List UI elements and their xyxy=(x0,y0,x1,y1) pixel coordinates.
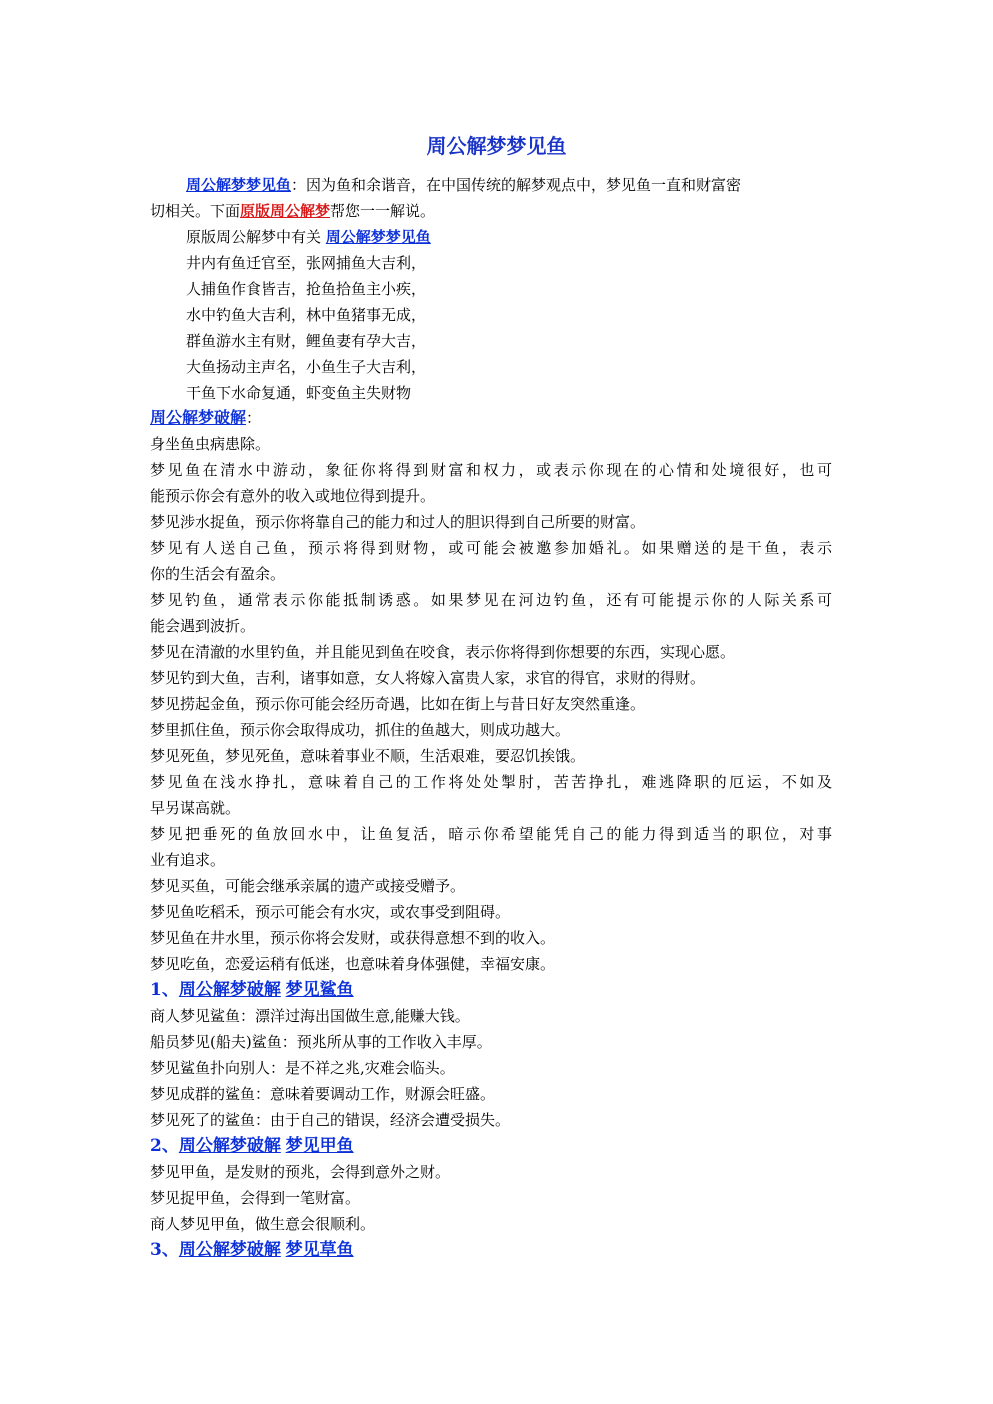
intro-link-zhougong-fish[interactable]: 周公解梦梦见鱼 xyxy=(186,176,292,194)
section2-line: 梦见甲鱼，是发财的预兆，会得到意外之财。 xyxy=(150,1163,451,1181)
intro-text-2: 切相关。下面 xyxy=(150,202,241,220)
body-line: 梦见有人送自己鱼，预示将得到财物，或可能会被邀参加婚礼。如果赠送的是干鱼，表示 xyxy=(150,539,832,557)
intro-line-1 xyxy=(186,174,741,196)
section1-line: 梦见成群的鲨鱼：意味着要调动工作，财源会旺盛。 xyxy=(150,1085,496,1103)
subsection-number: 2、 xyxy=(150,1136,179,1156)
body-line: 身坐鱼虫病患除。 xyxy=(150,435,271,453)
body-line: 早另谋高就。 xyxy=(150,799,241,817)
subsection-heading-2 xyxy=(150,1135,354,1157)
body-line: 梦见钓到大鱼，吉利，诸事如意，女人将嫁入富贵人家，求官的得官，求财的得财。 xyxy=(150,669,706,687)
section2-line: 梦见捉甲鱼，会得到一笔财富。 xyxy=(150,1189,361,1207)
intro-line-2 xyxy=(150,200,435,222)
subsection-heading-3 xyxy=(150,1239,354,1261)
section2-line: 商人梦见甲鱼，做生意会很顺利。 xyxy=(150,1215,376,1233)
page-title: 周公解梦梦见鱼 xyxy=(426,134,567,158)
poem-line: 干鱼下水命复通，虾变鱼主失财物 xyxy=(186,384,412,402)
intro-link-original[interactable]: 原版周公解梦 xyxy=(240,202,331,220)
poem-line: 井内有鱼迁官至，张网捕鱼大吉利， xyxy=(186,254,427,272)
body-line: 梦见吃鱼，恋爱运稍有低迷，也意味着身体强健，幸福安康。 xyxy=(150,955,556,973)
body-line: 梦见钓鱼，通常表示你能抵制诱惑。如果梦见在河边钓鱼，还有可能提示你的人际关系可 xyxy=(150,591,832,609)
body-line: 能预示你会有意外的收入或地位得到提升。 xyxy=(150,487,436,505)
section1-line: 商人梦见鲨鱼：漂洋过海出国做生意,能赚大钱。 xyxy=(150,1007,470,1025)
section1-line: 船员梦见(船夫)鲨鱼：预兆所从事的工作收入丰厚。 xyxy=(150,1033,492,1051)
section1-line: 梦见鲨鱼扑向别人：是不祥之兆,灾难会临头。 xyxy=(150,1059,455,1077)
subsection-heading-1 xyxy=(150,979,354,1001)
subsection-link-topic[interactable]: 梦见草鱼 xyxy=(285,1240,354,1260)
intro-line-3 xyxy=(186,226,431,248)
subsection-link-topic[interactable]: 梦见鲨鱼 xyxy=(285,980,354,1000)
poem-line: 人捕鱼作食皆吉，抢鱼拾鱼主小疾， xyxy=(186,280,427,298)
body-line: 梦见在清澈的水里钓鱼，并且能见到鱼在咬食，表示你将得到你想要的东西，实现心愿。 xyxy=(150,643,736,661)
body-line: 能会遇到波折。 xyxy=(150,617,256,635)
section1-line: 梦见死了的鲨鱼：由于自己的错误，经济会遭受损失。 xyxy=(150,1111,511,1129)
body-line: 你的生活会有盈余。 xyxy=(150,565,286,583)
body-line: 梦里抓住鱼，预示你会取得成功，抓住的鱼越大，则成功越大。 xyxy=(150,721,571,739)
body-line: 梦见鱼在井水里，预示你将会发财，或获得意想不到的收入。 xyxy=(150,929,556,947)
subsection-link-dream[interactable]: 周公解梦破解 xyxy=(178,980,281,1000)
subsection-link-topic[interactable]: 梦见甲鱼 xyxy=(285,1136,354,1156)
subsection-link-dream[interactable]: 周公解梦破解 xyxy=(178,1240,281,1260)
body-line: 业有追求。 xyxy=(150,851,226,869)
poem-line: 水中钓鱼大吉利，林中鱼猪事无成， xyxy=(186,306,427,324)
poem-line: 大鱼扬动主声名，小鱼生子大吉利， xyxy=(186,358,427,376)
poem-line: 群鱼游水主有财，鲤鱼妻有孕大吉， xyxy=(186,332,427,350)
section-heading-link[interactable]: 周公解梦破解 xyxy=(150,408,247,427)
subsection-number: 1、 xyxy=(150,980,179,1000)
body-line: 梦见鱼在清水中游动，象征你将得到财富和权力，或表示你现在的心情和处境很好，也可 xyxy=(150,461,832,479)
body-line: 梦见捞起金鱼，预示你可能会经历奇遇，比如在街上与昔日好友突然重逢。 xyxy=(150,695,646,713)
section-heading: 周公解梦破解： xyxy=(150,408,262,427)
subsection-number: 3、 xyxy=(150,1240,179,1260)
subsection-link-dream[interactable]: 周公解梦破解 xyxy=(178,1136,281,1156)
body-line: 梦见鱼吃稻禾，预示可能会有水灾，或农事受到阻碍。 xyxy=(150,903,511,921)
body-line: 梦见把垂死的鱼放回水中，让鱼复活，暗示你希望能凭自己的能力得到适当的职位，对事 xyxy=(150,825,832,843)
body-line: 梦见死鱼，梦见死鱼，意味着事业不顺，生活艰难，要忍饥挨饿。 xyxy=(150,747,586,765)
intro-text-3: 帮您一一解说。 xyxy=(330,202,436,220)
body-line: 梦见买鱼，可能会继承亲属的遗产或接受赠予。 xyxy=(150,877,466,895)
intro-line3-prefix: 原版周公解梦中有关 xyxy=(186,228,322,246)
intro-line3-link[interactable]: 周公解梦梦见鱼 xyxy=(325,228,431,246)
intro-text-1: ：因为鱼和余谐音，在中国传统的解梦观点中，梦见鱼一直和财富密 xyxy=(291,176,742,194)
body-line: 梦见鱼在浅水挣扎，意味着自己的工作将处处掣肘，苦苦挣扎，难逃降职的厄运，不如及 xyxy=(150,773,832,791)
body-line: 梦见涉水捉鱼，预示你将靠自己的能力和过人的胆识得到自己所要的财富。 xyxy=(150,513,646,531)
